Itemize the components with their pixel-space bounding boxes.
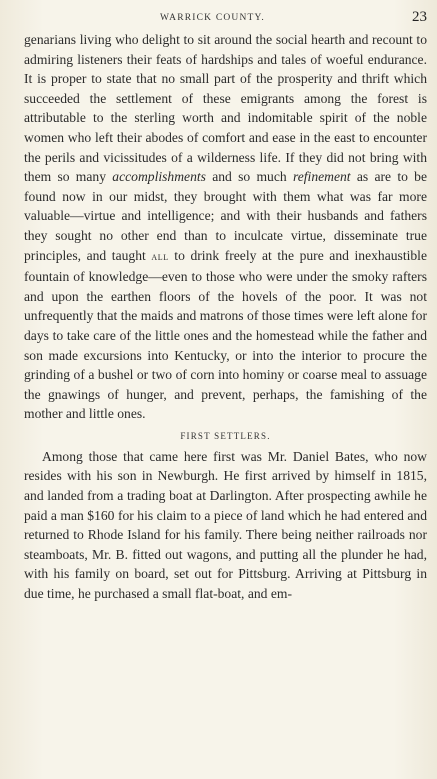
paragraph-text-2: and so much: [205, 169, 293, 185]
paragraph-first-settlers: Among those that came here first was Mr. Daniel Bates, who now resides with his son in Newburgh. He first arrived by himself in 1815, and landed from a trading boat at Darlington. After prospecting awhile he paid a man $160 for his claim to a piece of land which he had entered and returned to Rhode Island for his family. There being neither railroads nor steamboats, Mr. B. fitted out wagons, and putting all the plunder he had, with his family on board, set out for Pittsburg. Arriving at Pittsburg in due time, he purchased a small flat-boat, and em-: [24, 448, 427, 602]
italic-refinement: refinement: [292, 169, 351, 185]
small-caps-all: all: [151, 250, 169, 263]
paragraph-text-1: genarians living who delight to sit around the social hearth and recount to admiring listeners their feats of hardships and tales of woeful endurance. It is proper to state that no small part of the prosperity and thrift which succeeded the settlement of these emigrants among the forest is attributable to the sterling worth and indomitable spirit of the noble women who left their abodes of comfort and ease in the east to encounter the perils and vicissitudes of a wilderness life. If they did not bring with them so many: [24, 32, 427, 185]
section-heading: FIRST SETTLERS.: [180, 430, 271, 441]
page-number: 23: [412, 9, 427, 25]
paragraph-continued: [24, 30, 427, 424]
italic-accomplishments: accomplishments: [112, 169, 206, 185]
paragraph-text-4: to drink freely at the pure and inexhaustible fountain of knowledge—even to those who were under the smoky rafters and upon the earthen floors of the hovels of the poor. It was not unfrequently that the maids and matrons of those times were left alone for days to take care of the little ones and the homestead while the father and son made excursions into Kentucky, or into the interior to procure the grinding of a bushel or two of corn into hominy or coarse meal to assuage the gnawings of hunger, and prevent, perhaps, the famishing of the mother and little ones.: [24, 247, 427, 422]
paragraph-text-3: as are to be found now in our midst, they brought with them what was far more valuable—virtue and intelligence; and with their husbands and fathers they sought no other end than to inculcate virtue, disseminate true principles, and taught: [24, 169, 428, 263]
running-head: [24, 8, 427, 30]
running-title: WARRICK COUNTY.: [160, 13, 265, 23]
